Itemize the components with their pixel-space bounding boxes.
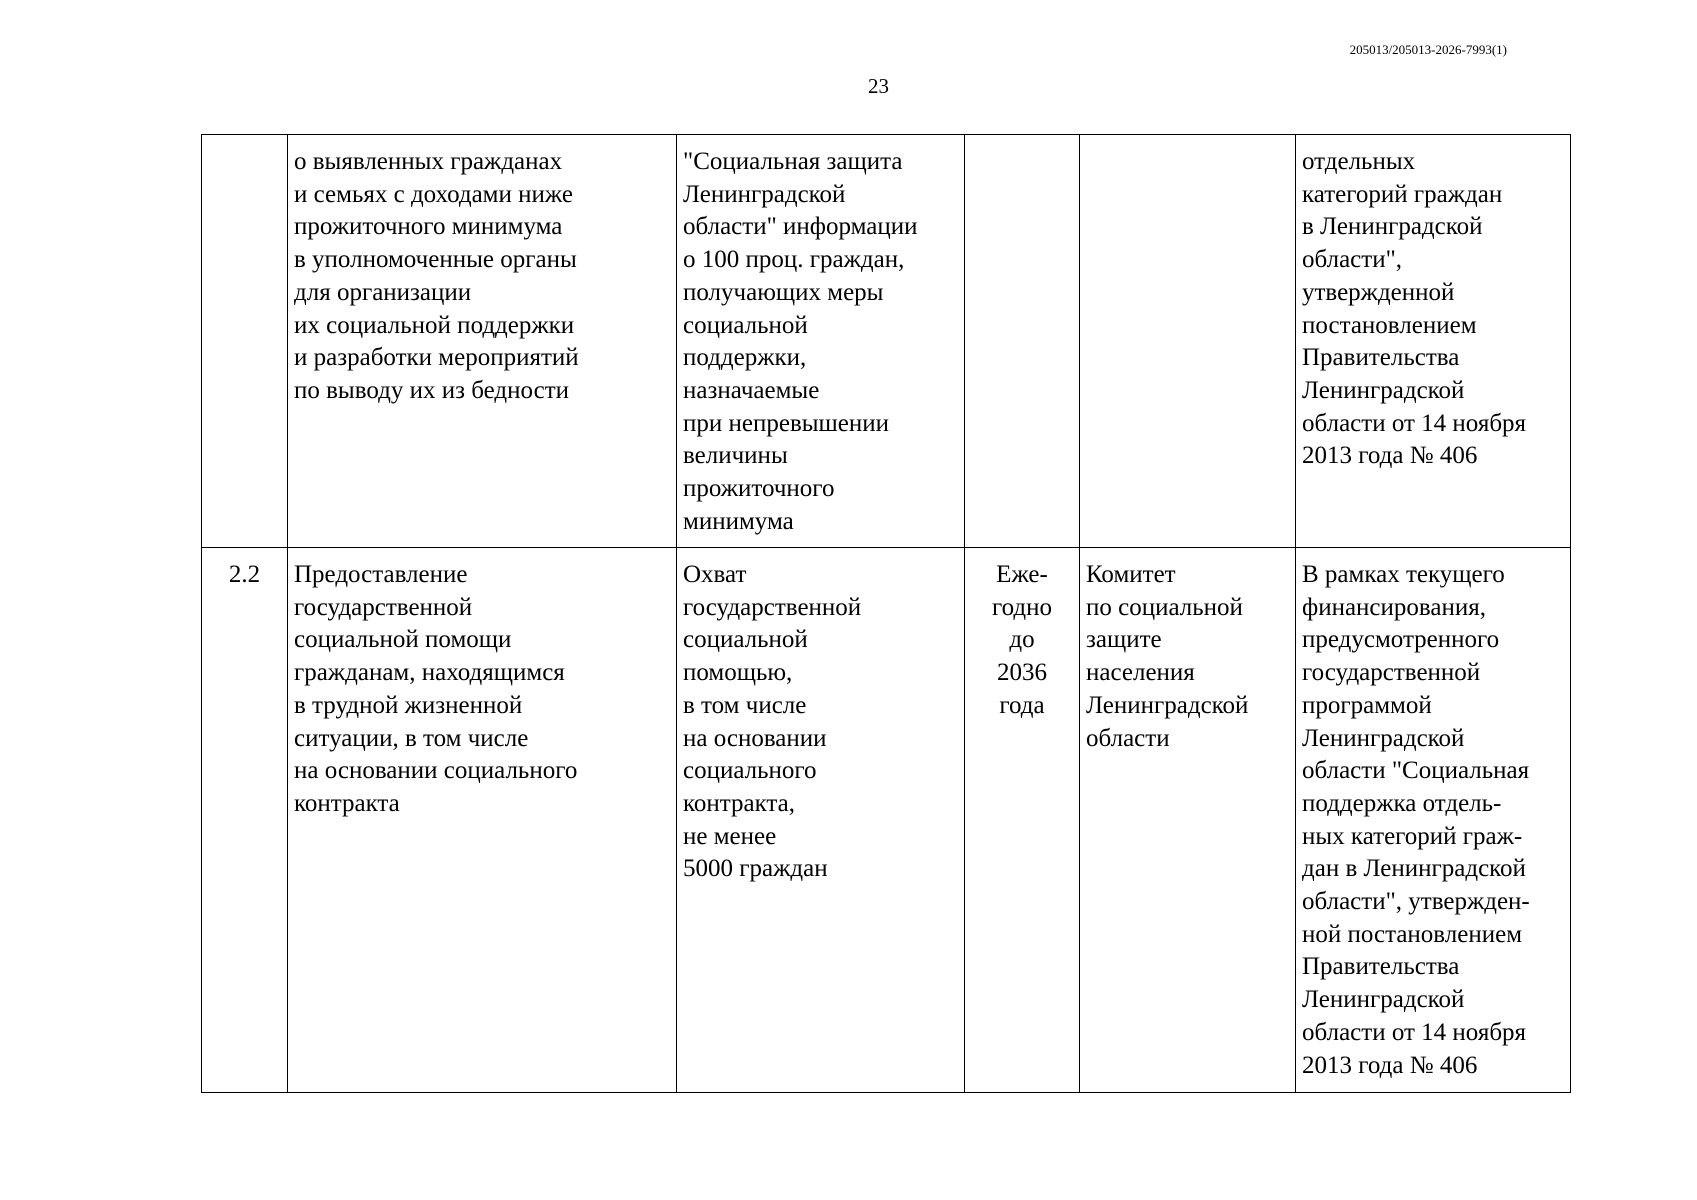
cell-financing: отдельных категорий граждан в Ленинградской области", утвержденной постановлением Правительства Ленинградской области от 14 ноября 2013 года № 406 <box>1296 135 1571 548</box>
table-row <box>202 135 1571 548</box>
cell-indicator: "Социальная защита Ленинградской области" информации о 100 проц. граждан, получающих меры социальной поддержки, назначаемые при непревышении величины прожиточного минимума <box>677 135 965 548</box>
cell-term <box>965 135 1080 548</box>
document-id: 205013/205013-2026-7993(1) <box>1349 42 1507 57</box>
cell-indicator: Охват государственной социальной помощью, в том числе на основании социального контракта, не менее 5000 граждан <box>677 548 965 1093</box>
measures-table <box>201 134 1571 1093</box>
cell-financing: В рамках текущего финансирования, предусмотренного государственной программой Ленинградской области "Социальная поддержка отдель- ных категорий граж- дан в Ленинградской области", утвержден- ной постановлением Правительства Ленинградской области от 14 ноября 2013 года № 406 <box>1296 548 1571 1093</box>
cell-number: 2.2 <box>202 548 288 1093</box>
cell-number <box>202 135 288 548</box>
cell-term: Еже- годно до 2036 года <box>965 548 1080 1093</box>
page-number: 23 <box>868 74 889 98</box>
table-row <box>202 548 1571 1093</box>
cell-executor <box>1080 135 1296 548</box>
cell-action: о выявленных гражданах и семьях с доходами ниже прожиточного минимума в уполномоченные органы для организации их социальной поддержки и разработки мероприятий по выводу их из бедности <box>288 135 677 548</box>
cell-executor: Комитет по социальной защите населения Ленинградской области <box>1080 548 1296 1093</box>
cell-action: Предоставление государственной социальной помощи гражданам, находящимся в трудной жизненной ситуации, в том числе на основании социального контракта <box>288 548 677 1093</box>
